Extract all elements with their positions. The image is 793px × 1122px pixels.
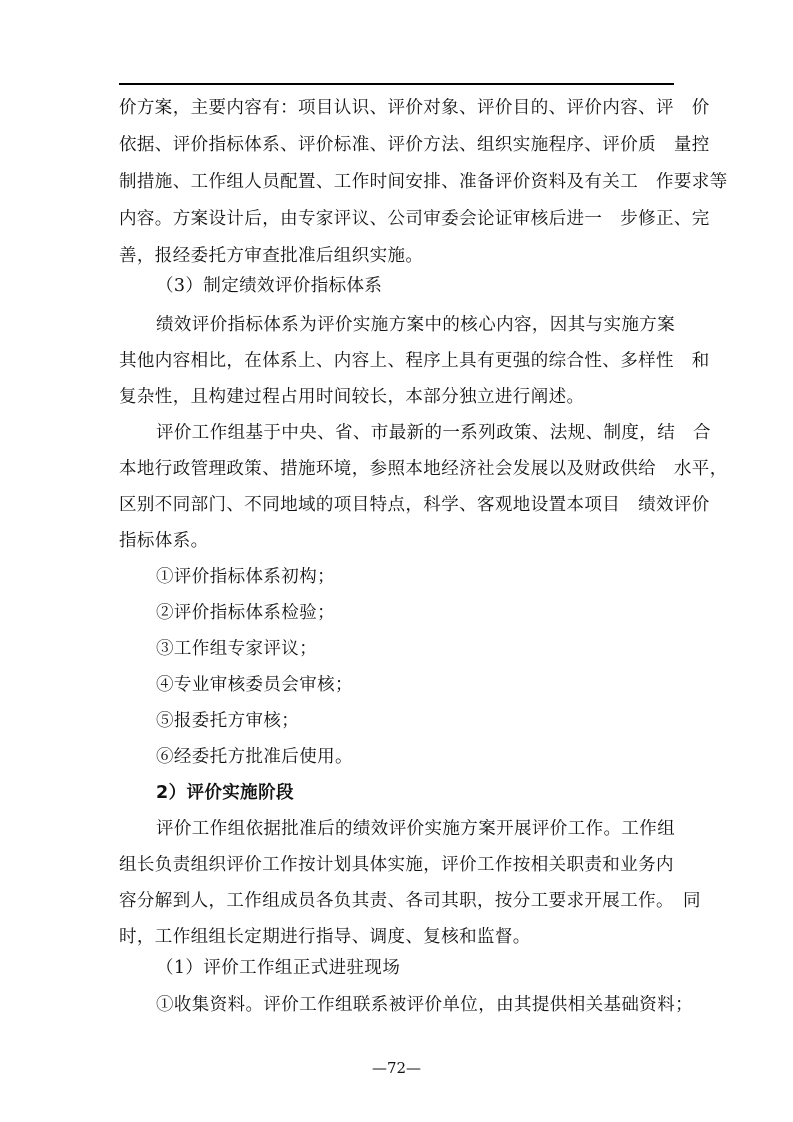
paragraph-line: 评价工作组依据批准后的绩效评价实施方案开展评价工作。工作组 — [156, 819, 676, 839]
list-item: ③工作组专家评议； — [156, 639, 318, 659]
paragraph-line: 善，报经委托方审查批准后组织实施。 — [119, 246, 424, 266]
list-item: ①评价指标体系初构； — [156, 567, 335, 587]
paragraph-line: 价方案，主要内容有：项目认识、评价对象、评价目的、评价内容、评 价 — [119, 98, 710, 118]
paragraph-line: 制措施、工作组人员配置、工作时间安排、准备评价资料及有关工 作要求等 — [119, 172, 728, 192]
header-rule — [119, 83, 674, 85]
paragraph-line: 本地行政管理政策、措施环境，参照本地经济社会发展以及财政供给 水平， — [119, 459, 728, 479]
list-item: ④专业审核委员会审核； — [156, 675, 353, 695]
paragraph-line: 容分解到人，工作组成员各负其责、各司其职，按分工要求开展工作。 同 — [119, 891, 701, 911]
section-heading: 2）评价实施阶段 — [156, 783, 294, 803]
paragraph-line: 复杂性，且构建过程占用时间较长，本部分独立进行阐述。 — [119, 387, 585, 407]
subsection-heading: （3）制定绩效评价指标体系 — [156, 276, 383, 296]
paragraph-line: 评价工作组基于中央、省、市最新的一系列政策、法规、制度，结 合 — [156, 423, 711, 443]
paragraph-line: 依据、评价指标体系、评价标准、评价方法、组织实施程序、评价质 量控 — [119, 135, 710, 155]
paragraph-line: 组长负责组织评价工作按计划具体实施，评价工作按相关职责和业务内 — [119, 855, 674, 875]
list-item: ⑥经委托方批准后使用。 — [156, 747, 353, 767]
page-number: —72— — [371, 1059, 422, 1077]
paragraph-line: 其他内容相比，在体系上、内容上、程序上具有更强的综合性、多样性 和 — [119, 351, 710, 371]
paragraph-line: 指标体系。 — [119, 531, 209, 551]
list-item: ①收集资料。评价工作组联系被评价单位，由其提供相关基础资料； — [156, 995, 693, 1015]
list-item: ②评价指标体系检验； — [156, 603, 335, 623]
list-item: ⑤报委托方审核； — [156, 711, 300, 731]
paragraph-line: 内容。方案设计后，由专家评议、公司审委会论证审核后进一 步修正、完 — [119, 209, 710, 229]
subsection-heading: （1）评价工作组正式进驻现场 — [156, 958, 401, 978]
paragraph-line: 绩效评价指标体系为评价实施方案中的核心内容，因其与实施方案 — [156, 315, 676, 335]
paragraph-line: 时，工作组组长定期进行指导、调度、复核和监督。 — [119, 927, 531, 947]
paragraph-line: 区别不同部门、不同地域的项目特点，科学、客观地设置本项目 绩效评价 — [119, 495, 710, 515]
